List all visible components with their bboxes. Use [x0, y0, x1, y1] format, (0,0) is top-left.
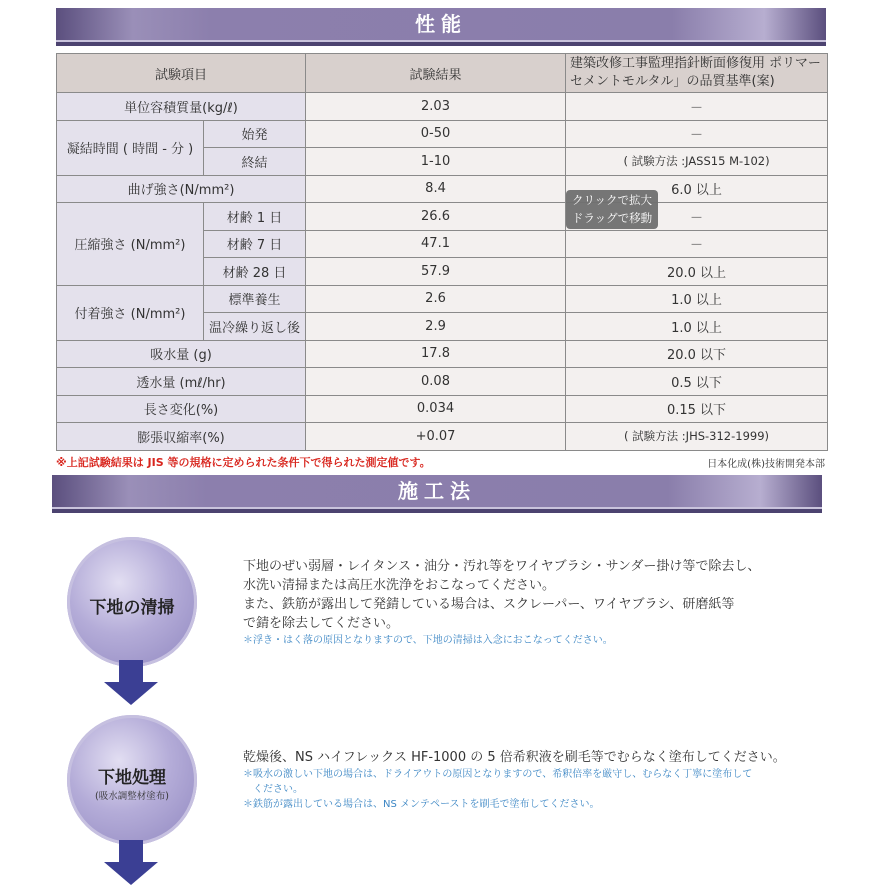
footnote: ※上記試験結果は JIS 等の規格に定められた条件下で得られた測定値です。 — [56, 456, 431, 469]
sub-item-cell: 材齢 1 日 — [204, 203, 306, 231]
text-line: 水洗い清掃または高圧水洗浄をおこなってください。 — [243, 578, 556, 593]
result-cell: +0.07 — [306, 423, 566, 451]
result-cell: 57.9 — [306, 258, 566, 286]
item-cell: 膨張収縮率(%) — [57, 423, 306, 451]
table-row — [57, 423, 828, 451]
result-cell: 26.6 — [306, 203, 566, 231]
standard-cell: 20.0 以下 — [566, 340, 828, 368]
text-line: 乾燥後、NS ハイフレックス HF-1000 の 5 倍希釈液を刷毛等でむらなく塗布してください。 — [243, 750, 786, 765]
step-title: 下地の清掃 — [89, 598, 175, 618]
table-header-row — [57, 54, 828, 93]
result-cell: 1-10 — [306, 148, 566, 176]
table-row — [57, 285, 828, 313]
step-subtitle: (吸水調整材塗布) — [95, 791, 169, 802]
header-item: 試験項目 — [57, 54, 306, 93]
result-cell: 2.6 — [306, 285, 566, 313]
sub-item-cell: 終結 — [204, 148, 306, 176]
table-row — [57, 203, 828, 231]
department-credit: 日本化成(株)技術開発本部 — [707, 459, 825, 470]
result-cell: 17.8 — [306, 340, 566, 368]
table-row — [57, 340, 828, 368]
method-banner: 施工法 — [52, 475, 822, 513]
arrow-down-icon — [104, 840, 158, 885]
caution-note: ＊鉄筋が露出している場合は、NS メンテペーストを刷毛で塗布してください。 — [243, 799, 600, 810]
standard-cell: 0.5 以下 — [566, 368, 828, 396]
arrow-down-icon — [104, 660, 158, 705]
sub-item-cell: 標準養生 — [204, 285, 306, 313]
step-description — [243, 748, 786, 812]
result-cell: 8.4 — [306, 175, 566, 203]
text-line: また、鉄筋が露出して発錆している場合は、スクレーパー、ワイヤブラシ、研磨紙等 — [243, 597, 735, 612]
table-row — [57, 120, 828, 148]
standard-cell: － — [566, 120, 828, 148]
step-circle-cleaning — [67, 537, 197, 667]
standard-cell: ( 試験方法 :JHS-312-1999) — [566, 423, 828, 451]
standard-cell: 20.0 以上 — [566, 258, 828, 286]
item-cell: 凝結時間 ( 時間 - 分 ) — [57, 120, 204, 175]
step-title: 下地処理 — [98, 768, 166, 788]
step-description — [243, 557, 760, 648]
performance-banner: 性能 — [56, 8, 826, 46]
table-row — [57, 175, 828, 203]
result-cell: 2.9 — [306, 313, 566, 341]
tooltip-line: ドラッグで移動 — [571, 211, 653, 225]
standard-cell: 0.15 以下 — [566, 395, 828, 423]
standard-cell: － — [566, 203, 828, 231]
table-row — [57, 93, 828, 121]
header-standard: 建築改修工事監理指針断面修復用 ポリマーセメントモルタル」の品質基準(案) — [566, 54, 828, 93]
item-cell: 圧縮強さ (N/mm²) — [57, 203, 204, 286]
tooltip-line: クリックで拡大 — [571, 193, 653, 207]
table-row — [57, 395, 828, 423]
item-cell: 曲げ強さ(N/mm²) — [57, 175, 306, 203]
standard-cell: － — [566, 230, 828, 258]
standard-cell: 6.0 以上 — [566, 175, 828, 203]
standard-cell: 1.0 以上 — [566, 285, 828, 313]
caution-note: ＊吸水の激しい下地の場合は、ドライアウトの原因となりますので、希釈倍率を厳守し、むらなく丁寧に塗布して — [243, 769, 753, 780]
sub-item-cell: 始発 — [204, 120, 306, 148]
table-row — [57, 368, 828, 396]
result-cell: 47.1 — [306, 230, 566, 258]
caution-note: ください。 — [243, 784, 303, 795]
standard-cell: 1.0 以上 — [566, 313, 828, 341]
item-cell: 長さ変化(%) — [57, 395, 306, 423]
sub-item-cell: 材齢 28 日 — [204, 258, 306, 286]
step-circle-primer — [67, 715, 197, 845]
text-line: 下地のぜい弱層・レイタンス・油分・汚れ等をワイヤブラシ・サンダー掛け等で除去し、 — [243, 559, 761, 574]
item-cell: 付着強さ (N/mm²) — [57, 285, 204, 340]
standard-cell: － — [566, 93, 828, 121]
item-cell: 単位容積質量(kg/ℓ) — [57, 93, 306, 121]
performance-table — [56, 53, 828, 451]
standard-cell: ( 試験方法 :JASS15 M-102) — [566, 148, 828, 176]
result-cell: 0.034 — [306, 395, 566, 423]
zoom-tooltip[interactable] — [566, 190, 658, 229]
item-cell: 透水量 (mℓ/hr) — [57, 368, 306, 396]
result-cell: 2.03 — [306, 93, 566, 121]
text-line: で錆を除去してください。 — [243, 616, 400, 631]
item-cell: 吸水量 (g) — [57, 340, 306, 368]
sub-item-cell: 温冷繰り返し後 — [204, 313, 306, 341]
sub-item-cell: 材齢 7 日 — [204, 230, 306, 258]
caution-note: ＊浮き・はく落の原因となりますので、下地の清掃は入念におこなってください。 — [243, 635, 613, 646]
result-cell: 0.08 — [306, 368, 566, 396]
result-cell: 0-50 — [306, 120, 566, 148]
header-result: 試験結果 — [306, 54, 566, 93]
